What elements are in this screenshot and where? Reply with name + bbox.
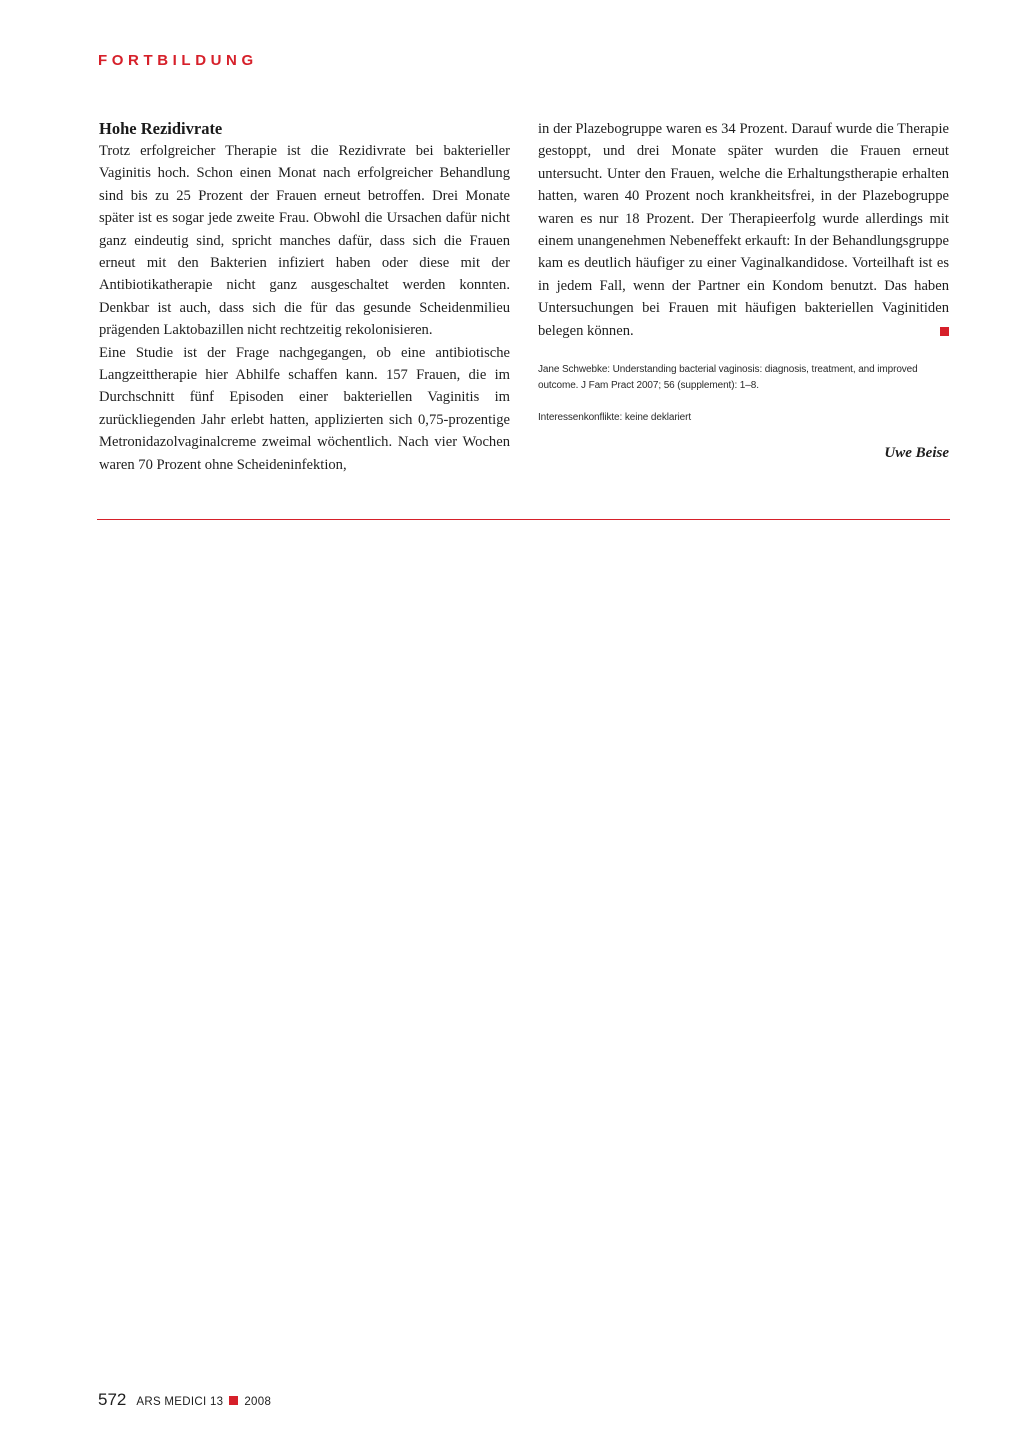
section-label: FORTBILDUNG — [98, 52, 258, 69]
end-of-article-square-icon — [940, 327, 949, 336]
publication-year: 2008 — [244, 1396, 272, 1408]
page-number: 572 — [98, 1390, 127, 1409]
footer-square-icon — [229, 1396, 238, 1405]
reference-citation: Jane Schwebke: Understanding bacterial vaginosis: diagnosis, treatment, and improved outcome. J Fam Pract 2007; 56 (supplement): 1–8. — [538, 364, 918, 392]
conflict-of-interest-note: Interessenkonflikte: keine deklariert — [538, 412, 692, 424]
section-divider — [97, 519, 950, 520]
right-column — [538, 118, 949, 464]
author-name: Uwe Beise — [884, 445, 949, 462]
journal-name: ARS MEDICI 13 — [136, 1396, 224, 1408]
left-column — [99, 118, 510, 476]
section-heading: Hohe Rezidivrate — [99, 119, 223, 138]
body-paragraph-3 — [538, 118, 949, 342]
page-footer — [98, 1390, 271, 1410]
body-paragraph-2: Eine Studie ist der Frage nachgegangen, ob eine antibiotische Langzeittherapie hier Abhilfe schaffen kann. 157 Frauen, die im Durchschnitt fünf Episoden einer bakteriellen Vaginitis im zurückliegenden Jahr erlebt hatten, applizierten sich 0,75-prozentige Metronidazolvaginalcreme zweimal wöchentlich. Nach vier Wochen waren 70 Prozent ohne Scheideninfektion, — [99, 344, 510, 473]
body-paragraph-1: Trotz erfolgreicher Therapie ist die Rezidivrate bei bakterieller Vaginitis hoch. Schon einen Monat nach erfolgreicher Behandlung sind bis zu 25 Prozent der Frauen erneut betroffen. Drei Monate später ist es sogar jede zweite Frau. Obwohl die Ursachen dafür nicht ganz eindeutig sind, spricht manches dafür, dass sich die Frauen erneut mit den Bakterien infiziert haben oder diese mit der Antibiotikatherapie nicht ganz ausgeschaltet werden konnten. Denkbar ist auch, dass sich die für das gesunde Scheidenmilieu prägenden Laktobazillen nicht rechtzeitig rekolonisieren. — [99, 143, 510, 339]
references — [538, 362, 949, 426]
body-paragraph-3-text: in der Plazebogruppe waren es 34 Prozent. Darauf wurde die Therapie gestoppt, und drei Monate später wurden die Frauen erneut untersucht. Unter den Frauen, welche die Erhaltungstherapie erhalten hatten, waren 40 Prozent noch krankheitsfrei, in der Plazebogruppe waren es nur 18 Prozent. Der Therapieerfolg wurde allerdings mit einem unangenehmen Nebeneffekt erkauft: In der Behandlungsgruppe kam es deutlich häufiger zu einer Vaginalkandidose. Vorteilhaft ist es in jedem Fall, wenn der Partner ein Kondom benutzt. Das haben Untersuchungen bei Frauen mit häufigen bakteriellen Vaginitiden belegen können. — [538, 121, 949, 339]
